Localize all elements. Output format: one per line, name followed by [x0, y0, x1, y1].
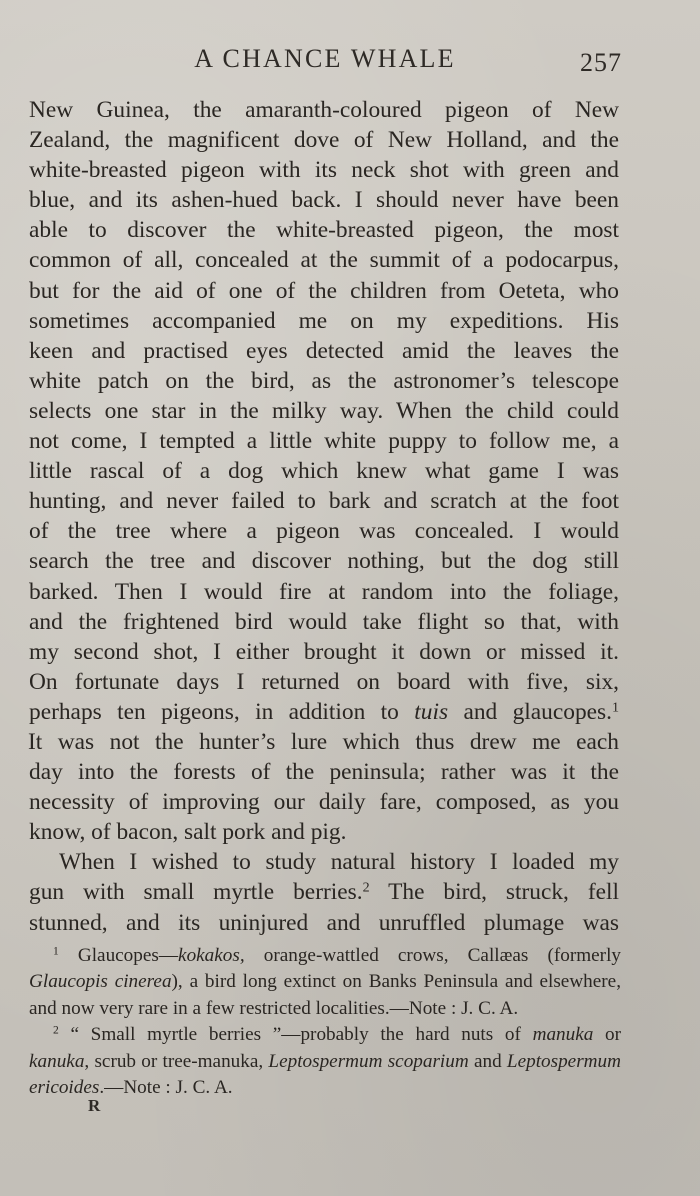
- italic-term: kanuka: [29, 1050, 85, 1072]
- text-segment: perhaps ten pigeons, in addition to: [29, 698, 415, 725]
- page-header: [28, 44, 622, 84]
- text-line: keen and practised eyes detected amid the leaves the: [29, 337, 619, 364]
- text-line: but for the aid of one of the children from Oeteta, who: [29, 277, 619, 304]
- running-title: A CHANCE WHALE: [194, 44, 456, 73]
- text-line: of the tree where a pigeon was concealed. I would: [29, 518, 619, 545]
- text-line: little rascal of a dog which knew what game I was: [29, 458, 619, 485]
- text-line: Zealand, the magnificent dove of New Holland, and the: [29, 127, 619, 154]
- italic-term: Leptospermum scoparium: [268, 1050, 469, 1072]
- footnote-1-line: [29, 969, 621, 995]
- text-segment: orange-wattled crows, Callæas (formerly: [244, 945, 621, 966]
- text-line-footnote-ref-1: [29, 697, 619, 727]
- footnote-ref-2: 2: [362, 879, 370, 896]
- text-line: selects one star in the milky way. When the child could: [29, 397, 619, 424]
- text-line: necessity of improving our daily fare, composed, as you: [29, 789, 619, 816]
- text-line: search the tree and discover nothing, but the dog still: [29, 548, 619, 575]
- signature-mark: R: [88, 1096, 101, 1115]
- text-line: able to discover the white-breasted pigeon, the most: [29, 217, 619, 244]
- footnote-1-line: and now very rare in a few restricted localities.—Note : J. C. A.: [29, 997, 519, 1019]
- text-segment: and: [468, 1050, 507, 1072]
- text-segment: ), a bird long extinct on Banks Peninsula and elsewhere,: [171, 971, 621, 993]
- footnote-ref-1: 1: [611, 699, 619, 716]
- text-segment: , scrub or tree-manuka,: [84, 1050, 269, 1072]
- text-line: hunting, and never failed to bark and scratch at the foot: [29, 488, 619, 515]
- italic-term-tuis: tuis: [414, 698, 449, 725]
- text-line: On fortunate days I returned on board with five, six,: [29, 668, 619, 695]
- text-line: day into the forests of the peninsula; rather was it the: [29, 759, 619, 786]
- footnote-marker-2: 2: [53, 1024, 59, 1037]
- text-line: barked. Then I would fire at random into the foliage,: [29, 578, 619, 605]
- text-line: common of all, concealed at the summit of a podocarpus,: [29, 247, 619, 274]
- footnote-marker-1: 1: [53, 945, 59, 958]
- text-line: not come, I tempted a little white puppy to follow me, a: [29, 428, 619, 455]
- text-segment: Glaucopes—: [77, 945, 179, 966]
- text-line: white patch on the bird, as the astronomer’s telescope: [29, 367, 619, 394]
- text-line: blue, and its ashen-hued back. I should never have been: [29, 187, 619, 214]
- text-line-footnote-ref-2: [29, 877, 619, 907]
- text-segment: gun with small myrtle berries.: [29, 879, 363, 906]
- text-line: white-breasted pigeon with its neck shot with green and: [29, 157, 619, 184]
- footnotes: [29, 943, 621, 1101]
- text-segment: “ Small myrtle berries ”—probably the hard nuts of: [70, 1024, 533, 1046]
- text-line: stunned, and its uninjured and unruffled plumage was: [29, 909, 619, 936]
- italic-term: ericoides: [29, 1076, 100, 1098]
- text-segment: The bird, struck, fell: [369, 879, 619, 906]
- page-number: 257: [580, 48, 622, 77]
- footnote-2-line: [29, 1022, 621, 1048]
- italic-term: manuka: [532, 1024, 594, 1046]
- body-text: [29, 95, 619, 938]
- text-line: New Guinea, the amaranth-coloured pigeon of New: [29, 97, 619, 123]
- text-line: It was not the hunter’s lure which thus drew me each: [28, 728, 619, 755]
- text-line: sometimes accompanied me on my expeditions. His: [29, 307, 619, 334]
- italic-term: kokakos,: [178, 945, 245, 966]
- text-line-paragraph-start: When I wished to study natural history I loaded my: [59, 849, 619, 876]
- text-line: know, of bacon, salt pork and pig.: [29, 819, 347, 846]
- footnote-1-line: [29, 943, 621, 969]
- italic-term: Glaucopis cinerea: [29, 971, 172, 993]
- text-segment: .—Note : J. C. A.: [99, 1076, 233, 1098]
- footnote-2-line: [29, 1049, 621, 1075]
- text-line: and the frightened bird would take flight so that, with: [29, 608, 619, 635]
- text-segment: or: [593, 1024, 621, 1046]
- italic-term: Leptospermum: [506, 1050, 621, 1072]
- text-line: my second shot, I either brought it down or missed it.: [29, 638, 619, 665]
- text-segment: and glaucopes.: [448, 698, 612, 725]
- footnote-2-line: [29, 1075, 621, 1101]
